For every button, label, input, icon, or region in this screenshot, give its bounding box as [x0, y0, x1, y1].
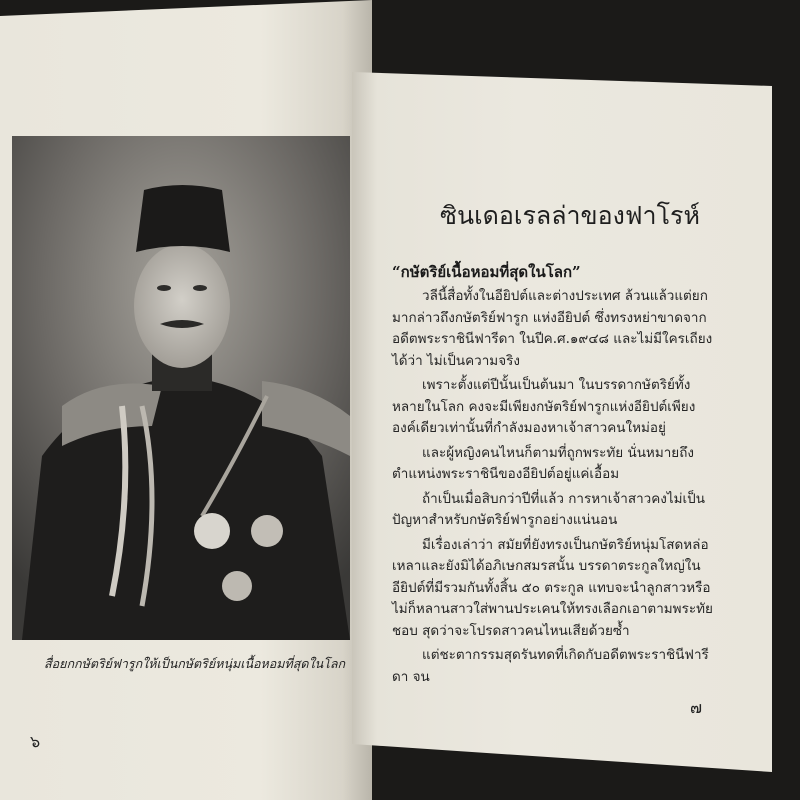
- page-number-left: ๖: [30, 732, 41, 751]
- body-text: [392, 286, 714, 691]
- paragraph: มีเรื่องเล่าว่า สมัยที่ยังทรงเป็นกษัตริย์หนุ่มโสดหล่อเหลาและยังมิได้อภิเษกสมรสนั้น บรรดาตระกูลใหญ่ในอียิปต์ที่มีรวมกันทั้งสิ้น ๕๐ ตระกูล แทบจะนำลูกสาวหรือไม่ก็หลานสาวใส่พานประเคนให้ทรงเลือกเอาตามพระทัยชอบ สุดว่าจะโปรดสาวคนไหนเสียด้วยซ้ำ: [392, 536, 713, 639]
- portrait-illustration: [12, 136, 350, 640]
- paragraph: ถ้าเป็นเมื่อสิบกว่าปีที่แล้ว การหาเจ้าสาวคงไม่เป็นปัญหาสำหรับกษัตริย์ฟารูกอย่างแน่นอน: [392, 490, 705, 528]
- paragraph: และผู้หญิงคนไหนก็ตามที่ถูกพระทัย นั่นหมายถึงตำแหน่งพระราชินีของอียิปต์อยู่แค่เอื้อม: [392, 444, 694, 482]
- paragraph: แต่ชะตากรรมสุดรันทดที่เกิดกับอดีตพระราชินีฟารีดา จน: [392, 647, 709, 685]
- section-heading: “กษัตริย์เนื้อหอมที่สุดในโลก”: [392, 263, 581, 281]
- portrait-photo: [12, 136, 350, 640]
- paragraph: วลีนี้สื่อทั้งในอียิปต์และต่างประเทศ ล้วนแล้วแต่ยกมากล่าวถึงกษัตริย์ฟารูก แห่งอียิปต์ ซึ่งทรงหย่าขาดจากอดีตพระราชินีฟารีดา ในปีค.ศ.๑๙๔๘ และไม่มีใครเถียงได้ว่า ไม่เป็นความจริง: [392, 288, 713, 369]
- page-number-right: ๗: [690, 698, 703, 717]
- chapter-title: ซินเดอเรลล่าของฟาโรห์: [440, 201, 700, 230]
- paragraph: เพราะตั้งแต่ปีนั้นเป็นต้นมา ในบรรดากษัตริย์ทั้งหลายในโลก คงจะมีเพียงกษัตริย์ฟารูกแห่งอียิปต์เพียงองค์เดียวเท่านั้นที่กำลังมองหาเจ้าสาวคนใหม่อยู่: [392, 377, 696, 436]
- photo-caption: สื่อยกกษัตริย์ฟารูกให้เป็นกษัตริย์หนุ่มเนื้อหอมที่สุดในโลก: [44, 656, 346, 671]
